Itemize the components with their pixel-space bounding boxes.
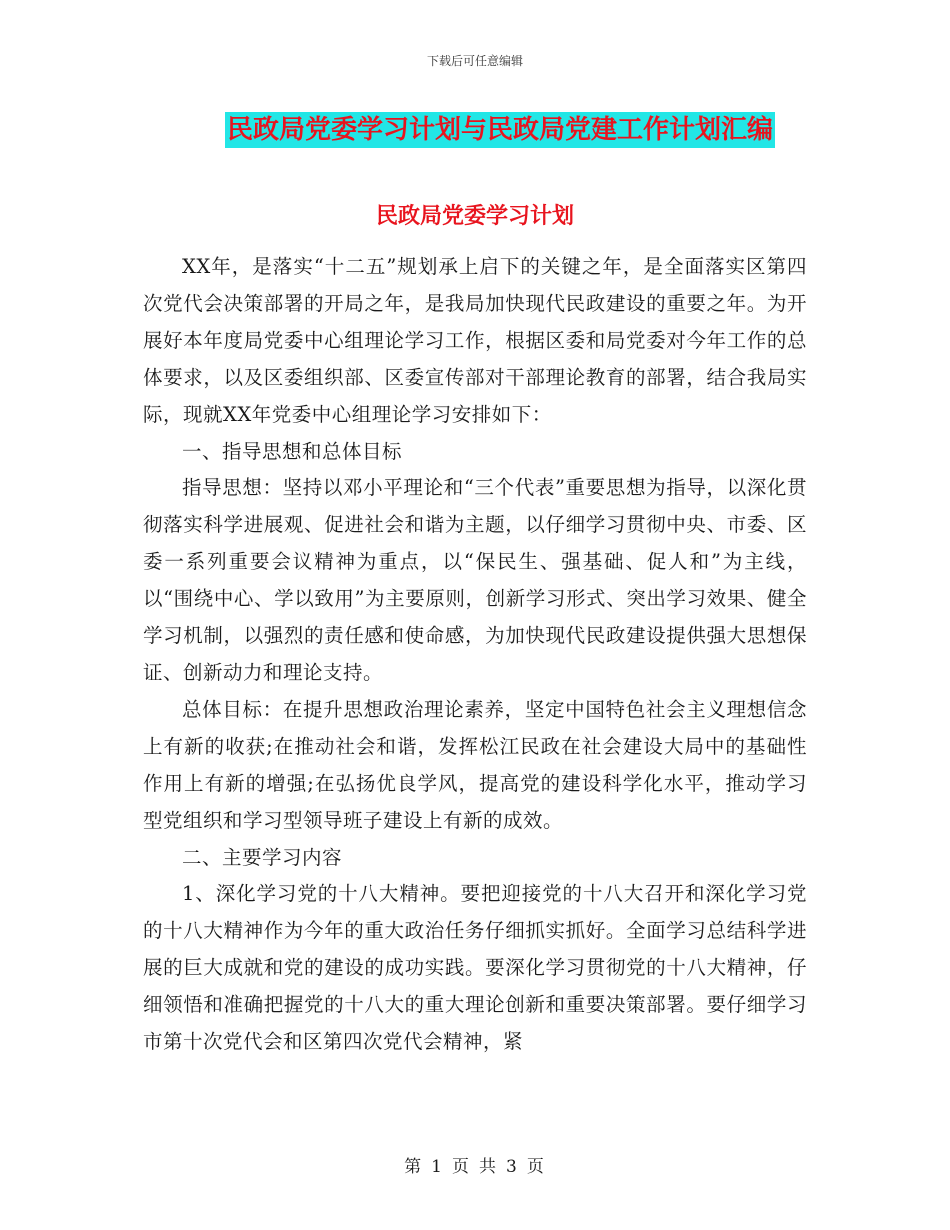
header-note: 下载后可任意编辑 [426, 54, 523, 68]
footer-total-prefix: 共 [479, 1157, 498, 1177]
footer-page-number: 1 [431, 1157, 444, 1177]
footer-prefix: 第 [404, 1157, 424, 1177]
footer-suffix: 页 [526, 1157, 546, 1177]
paragraph-guiding-ideology: 指导思想：坚持以邓小平理论和“三个代表”重要思想为指导，以深化贯彻落实科学进展观、促进社会和谐为主题，以仔细学习贯彻中央、市委、区委一系列重要会议精神为重点，以“保民生、强基础、促人和”为主线，以“围绕中心、学以致用”为主要原则，创新学习形式、突出学习效果、健全学习机制，以强烈的责任感和使命感，为加快现代民政建设提供强大思想保证、创新动力和理论支持。 [143, 476, 807, 684]
paragraph-study-item-1: 1、深化学习党的十八大精神。要把迎接党的十八大召开和深化学习党的十八大精神作为今年的重大政治任务仔细抓实抓好。全面学习总结科学进展的巨大成就和党的建设的成功实践。要深化学习贯彻党的十八大精神，仔细领悟和准确把握党的十八大的重大理论创新和重要决策部署。要仔细学习市第十次党代会和区第四次党代会精神，紧 [143, 882, 807, 1054]
main-title-wrap [0, 112, 950, 148]
heading-study-content: 二、主要学习内容 [182, 845, 343, 869]
page-footer [0, 1152, 950, 1177]
footer-total-pages: 3 [506, 1157, 519, 1177]
section-title: 民政局党委学习计划 [375, 204, 574, 229]
document-body [143, 249, 807, 1061]
paragraph-overall-goal: 总体目标：在提升思想政治理论素养，坚定中国特色社会主义理想信念上有新的收获;在推动社会和谐，发挥松江民政在社会建设大局中的基础性作用上有新的增强;在弘扬优良学风，提高党的建设科学化水平，推动学习型党组织和学习型领导班子建设上有新的成效。 [143, 697, 807, 832]
document-title: 民政局党委学习计划与民政局党建工作计划汇编 [225, 112, 775, 148]
paragraph-intro: XX年，是落实“十二五”规划承上启下的关键之年，是全面落实区第四次党代会决策部署的开局之年，是我局加快现代民政建设的重要之年。为开展好本年度局党委中心组理论学习工作，根据区委和局党委对今年工作的总体要求，以及区委组织部、区委宣传部对干部理论教育的部署，结合我局实际，现就XX年党委中心组理论学习安排如下： [143, 255, 807, 426]
heading-guiding-ideology: 一、指导思想和总体目标 [182, 439, 403, 463]
footer-page-label: 页 [452, 1157, 471, 1177]
